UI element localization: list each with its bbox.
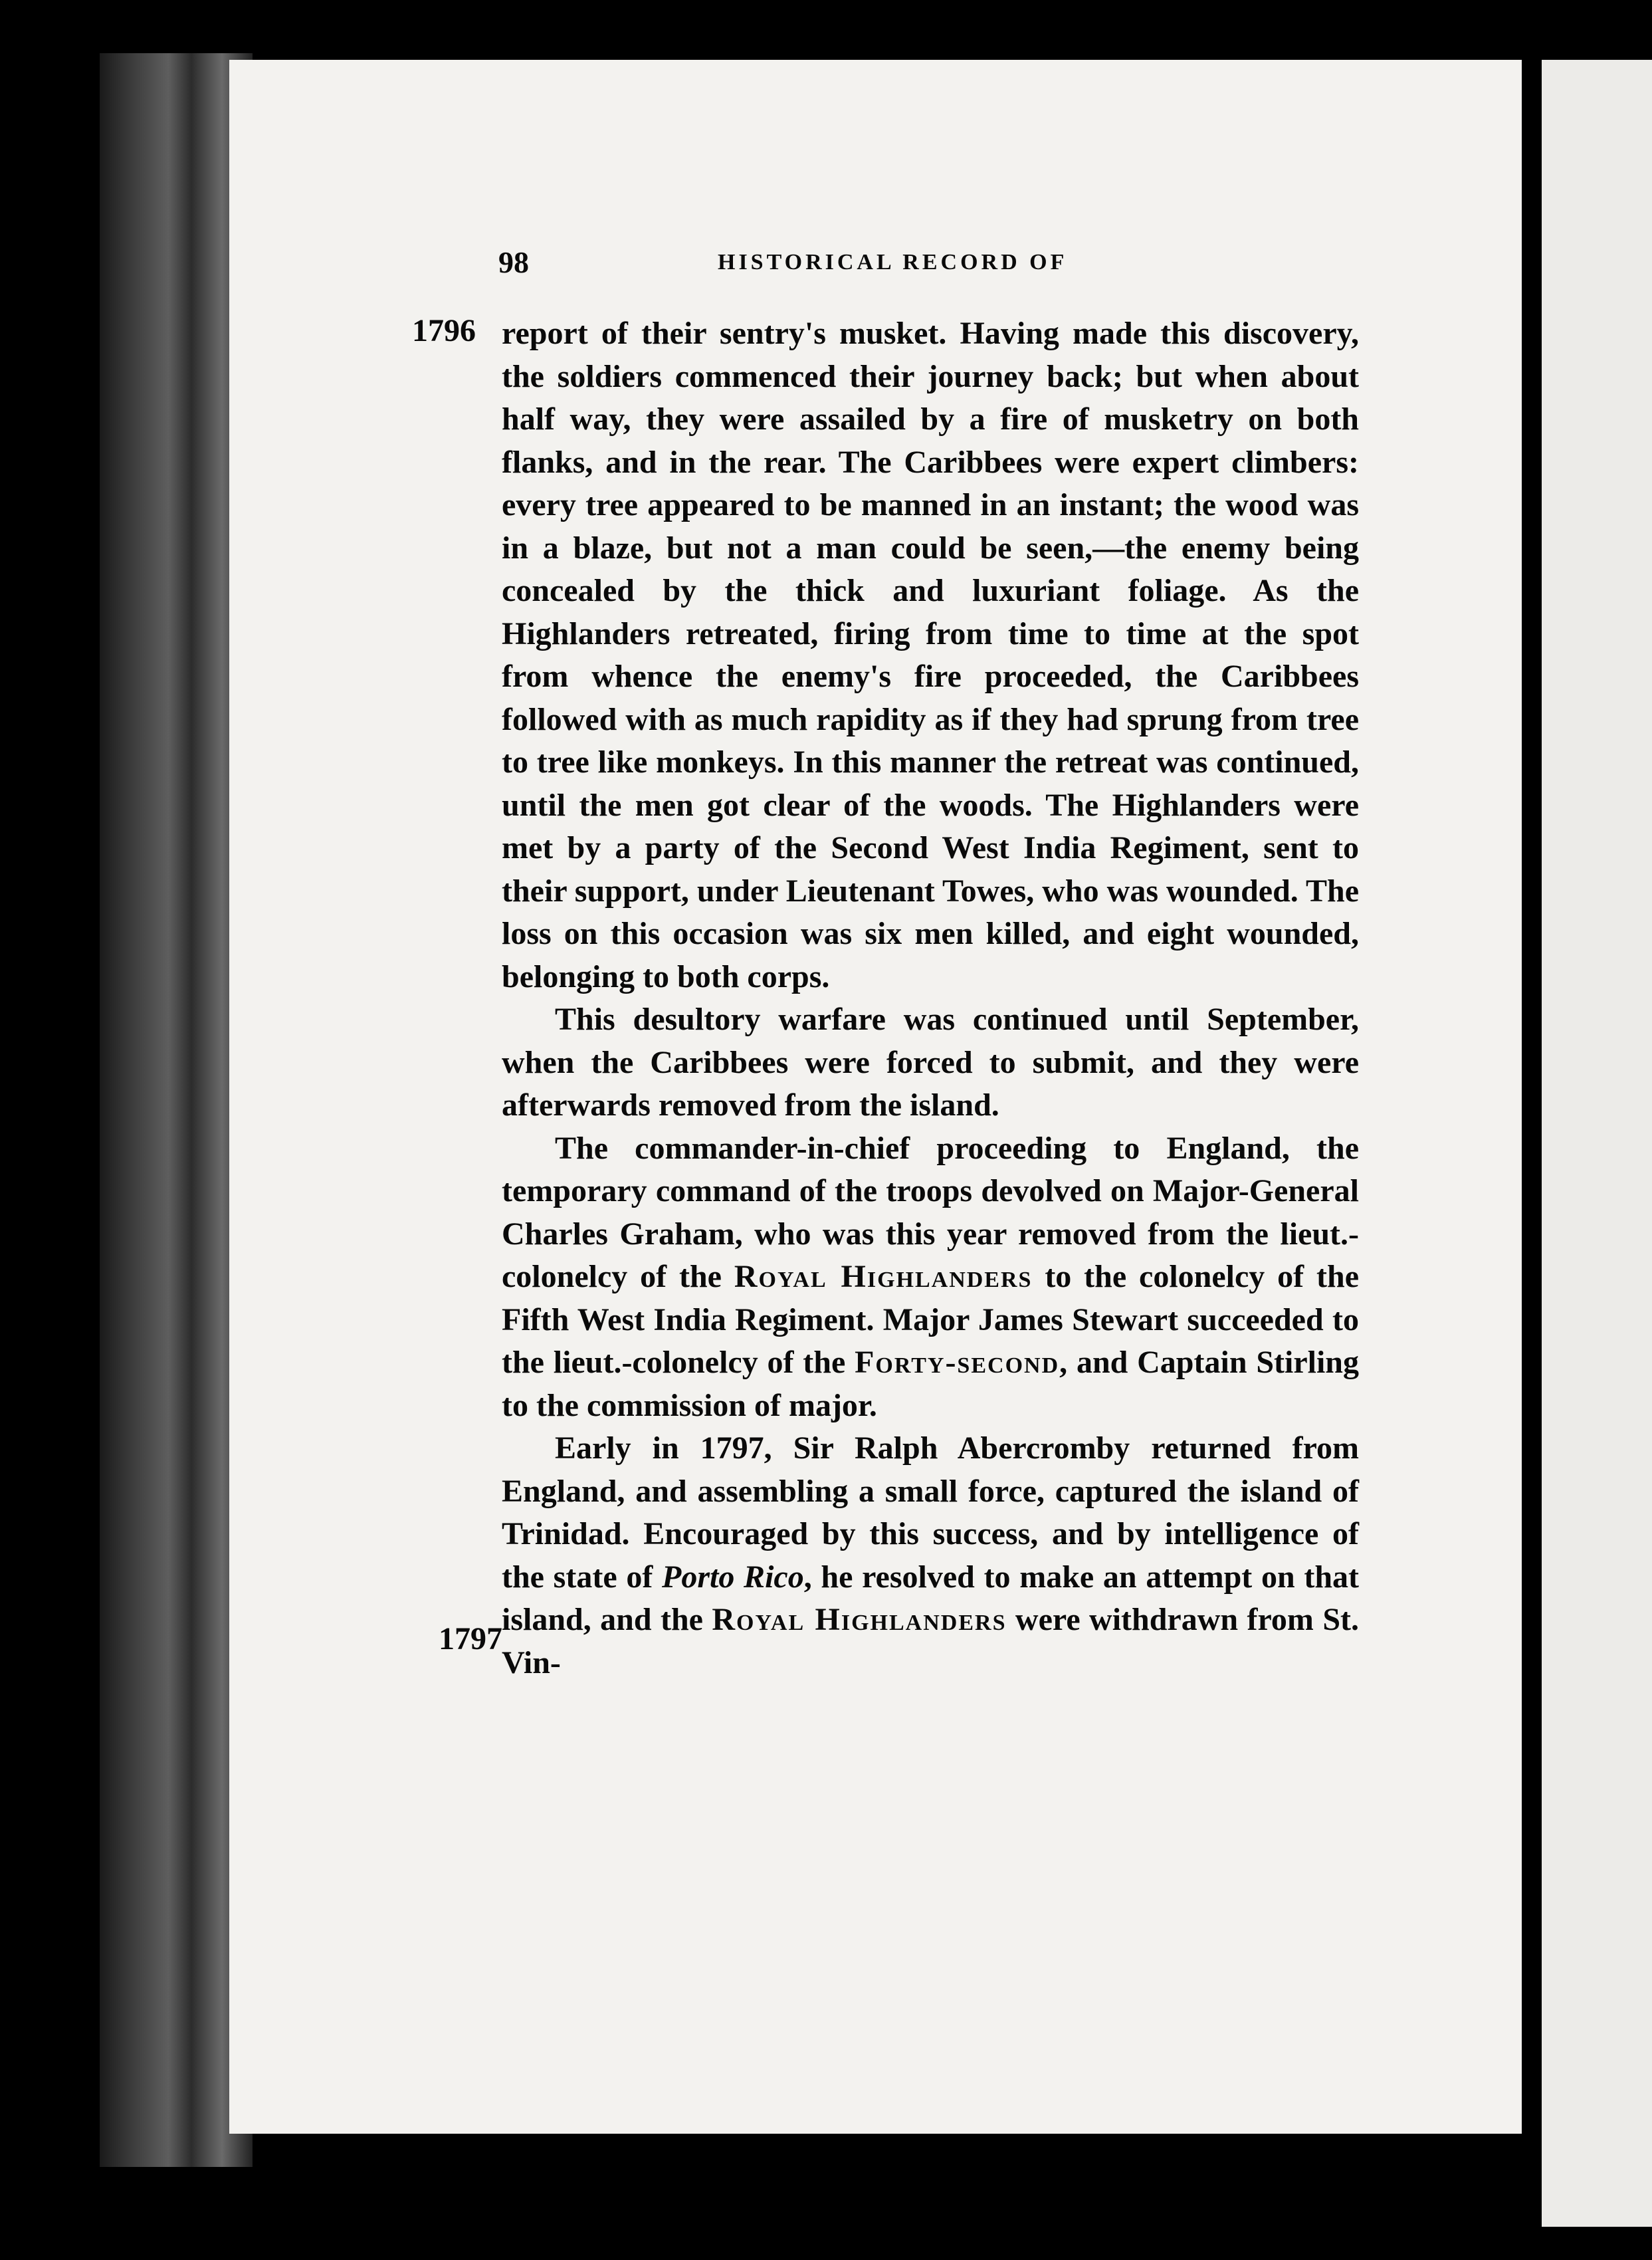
running-head [266, 245, 1130, 284]
page-number: 98 [498, 245, 529, 279]
paragraph-3-text: The commander-in-chief proceeding to England, the temporary command of the troops devolved on Major-General Charles Graham, who was this year removed from the lieut.-colonelcy of the [502, 1130, 1359, 1294]
paragraph-3-text-cont: to the colonelcy of the Fifth West India Regiment. Major James Stewart succeeded to the lieut.-colonelcy of the [502, 1259, 1360, 1380]
royal-highlanders-smallcaps-2: Royal Highlanders [712, 1602, 1007, 1637]
paragraph-4-text: Early in 1797, Sir Ralph Abercromby returned from England, and assembling a small force, captured the island of Trinidad. Encouraged by this success, and by intelligence of the state of [502, 1430, 1359, 1595]
royal-highlanders-smallcaps: Royal Highlanders [734, 1259, 1033, 1294]
paragraph-3-text-end: , and Captain Stirling to the commission of major. [502, 1345, 1360, 1423]
body-text [502, 312, 1359, 1684]
paragraph-2: This desultory warfare was continued until September, when the Caribbees were forced to submit, and they were afterwards removed from the island. [502, 1002, 1359, 1123]
paragraph-1: report of their sentry's musket. Having made this discovery, the soldiers commenced their journey back; but when about half way, they were assailed by a fire of musketry on both flanks, and in the rear. The Caribbees were expert climbers: every tree appeared to be manned in an instant; the wood was in a blaze, but not a man could be seen,—the enemy being concealed by the thick and luxuriant foliage. As the Highlanders retreated, firing from time to time at the spot from whence the enemy's fire proceeded, the Caribbees followed with as much rapidity as if they had sprung from tree to tree like monkeys. In this manner the retreat was continued, until the men got clear of the woods. The Highlanders were met by a party of the Second West India Regiment, sent to their support, under Lieutenant Towes, who was wounded. The loss on this occasion was six men killed, and eight wounded, belonging to both corps. [502, 316, 1359, 994]
margin-year-1797: 1797 [439, 1621, 502, 1656]
forty-second-smallcaps: Forty-second [855, 1345, 1060, 1380]
porto-rico-italic: Porto Rico [662, 1559, 804, 1595]
margin-year-1796: 1796 [412, 313, 476, 348]
paragraph-4 [502, 1427, 1359, 1684]
paragraph-4-text-end: were withdrawn from St. Vin- [502, 1602, 1359, 1680]
facing-page-edge [1542, 60, 1652, 2227]
paragraph-3 [502, 1127, 1359, 1428]
paragraph-4-text-cont: , he resolved to make an attempt on that island, and the [502, 1559, 1360, 1637]
running-title: HISTORICAL RECORD OF [718, 250, 1068, 275]
